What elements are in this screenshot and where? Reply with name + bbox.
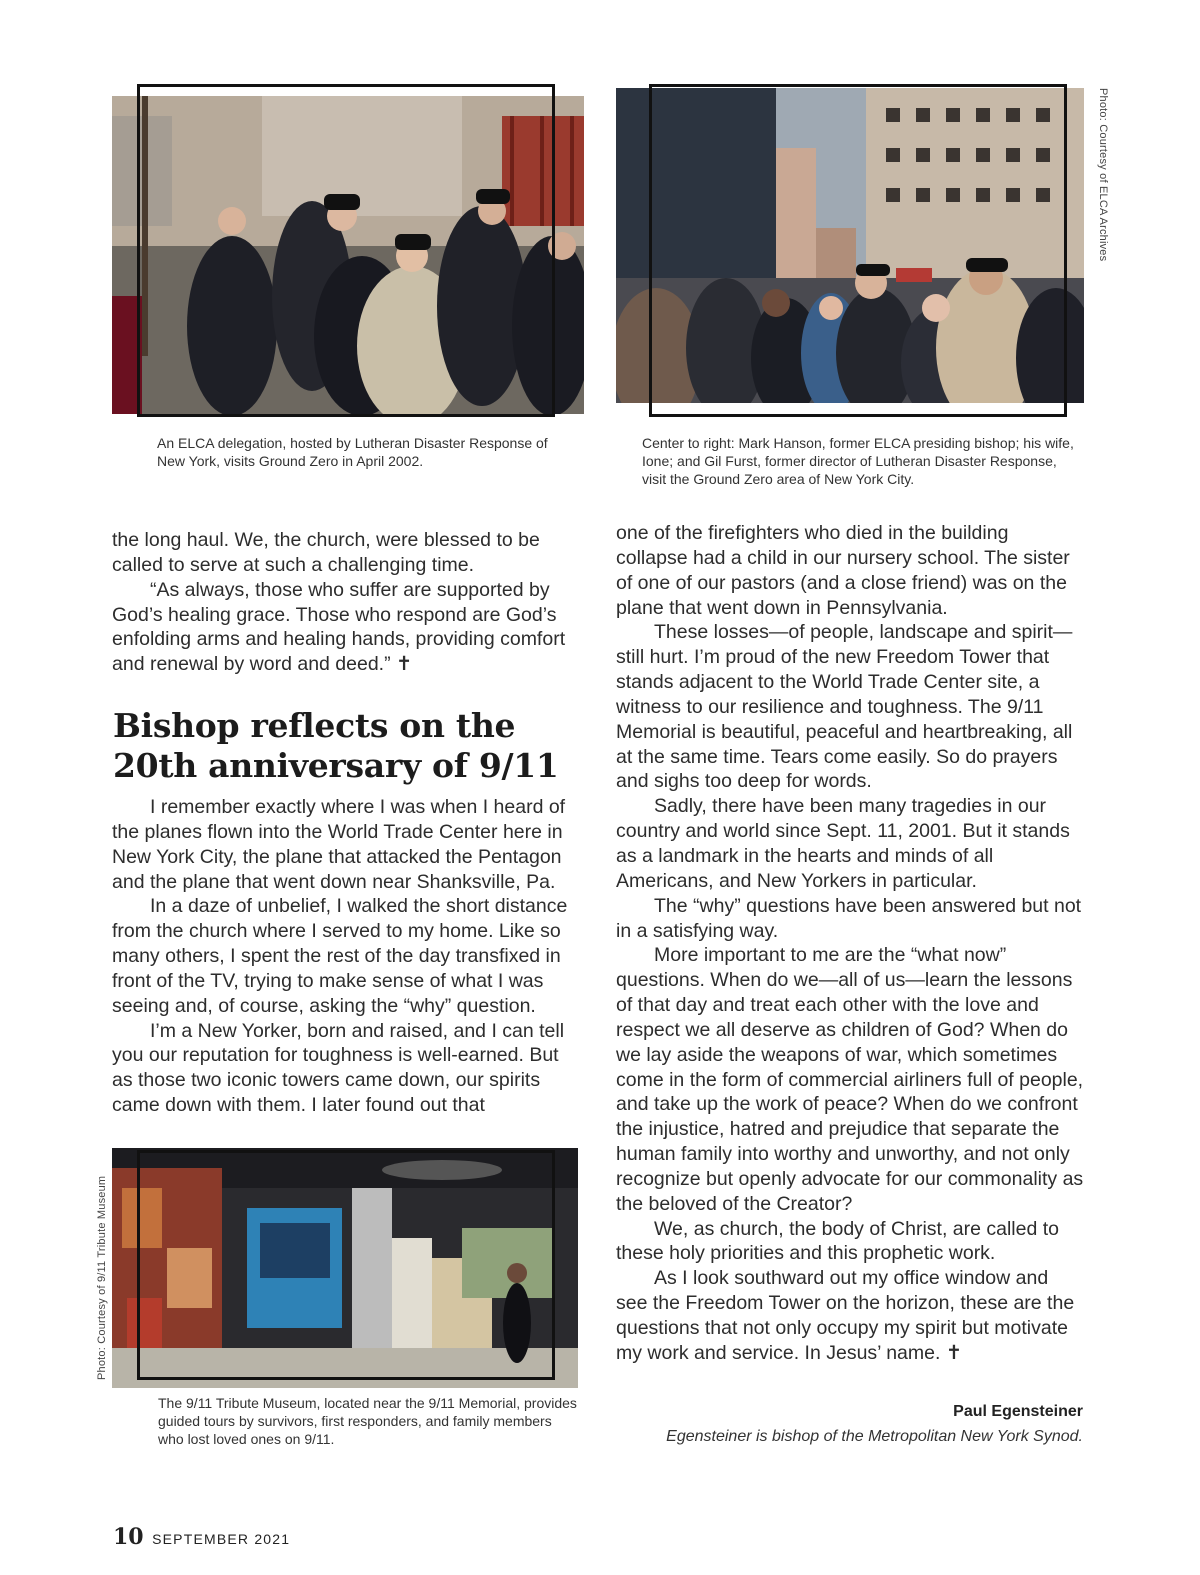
- author-bio: Egensteiner is bishop of the Metropolitan New York Synod.: [666, 1428, 1083, 1445]
- paragraph: The “why” questions have been answered but not in a satisfying way.: [616, 894, 1082, 942]
- caption-top-right: Center to right: Mark Hanson, former ELCA presiding bishop; his wife, Ione; and Gil Furst, former director of Lutheran Disaster Response, visit the Ground Zero area of New York City.: [642, 435, 1074, 487]
- left-column-body: [112, 795, 582, 1118]
- photo-frame-top-left: [137, 84, 555, 417]
- caption-bottom-left: The 9/11 Tribute Museum, located near the 9/11 Memorial, provides guided tours by survivors, first responders, and family members who lost loved ones on 9/11.: [158, 1395, 577, 1447]
- paragraph: These losses—of people, landscape and spirit—still hurt. I’m proud of the new Freedom Tower that stands adjacent to the World Trade Center site, a witness to our resilience and toughness. The 9/11 Memorial is beautiful, peaceful and heartbreaking, all at the same time. Tears come easily. So do prayers and sighs too deep for words.: [616, 621, 1073, 793]
- photo-frame-top-right: [649, 84, 1067, 417]
- paragraph: I’m a New Yorker, born and raised, and I can tell you our reputation for toughness is well-earned. But as those two iconic towers came down, our spirits came down with them. I later found out that: [112, 1019, 565, 1117]
- photo-credit-elca: Photo: Courtesy of ELCA Archives: [1097, 88, 1109, 262]
- photo-frame-bottom-left: [137, 1150, 555, 1380]
- paragraph: “As always, those who suffer are supported by God’s healing grace. Those who respond are God’s enfolding arms and healing hands, providing comfort and renewal by word and deed.” ✝: [112, 578, 566, 676]
- photo-credit-museum: Photo: Courtesy of 9/11 Tribute Museum: [96, 1175, 108, 1380]
- author-name: Paul Egensteiner: [953, 1403, 1083, 1420]
- left-column-top: [112, 528, 582, 677]
- paragraph: We, as church, the body of Christ, are called to these holy priorities and this prophetic work.: [616, 1217, 1060, 1265]
- right-column-body: [616, 521, 1084, 1366]
- caption-top-left: An ELCA delegation, hosted by Lutheran Disaster Response of New York, visits Ground Zero in April 2002.: [157, 435, 548, 469]
- paragraph: As I look southward out my office window and see the Freedom Tower on the horizon, these are the questions that not only occupy my spirit but motivate my work and service. In Jesus’ name. ✝: [616, 1267, 1075, 1364]
- paragraph: More important to me are the “what now” questions. When do we—all of us—learn the lessons of that day and treat each other with the love and respect we all deserve as children of God? When do we lay aside the weapons of war, which sometimes come in the form of commercial airliners full of people, and take up the work of peace? When do we confront the injustice, hatred and prejudice that separate the human family into worthy and unworthy, and not only recognize but openly advocate for our commonality as the beloved of the Creator?: [616, 944, 1084, 1215]
- paragraph: Sadly, there have been many tragedies in our country and world since Sept. 11, 2001. But it stands as a landmark in the hearts and minds of all Americans, and New Yorkers in particular.: [616, 795, 1070, 892]
- page-number: 10: [113, 1524, 144, 1550]
- paragraph: In a daze of unbelief, I walked the short distance from the church where I served to my home. Like so many others, I spent the rest of the day transfixed in front of the TV, trying to make sense of what I was seeing and, of course, asking the “why” question.: [112, 895, 568, 1017]
- issue-date: SEPTEMBER 2021: [152, 1531, 291, 1547]
- page-footer: [113, 1524, 290, 1550]
- paragraph: the long haul. We, the church, were blessed to be called to serve at such a challenging time.: [112, 529, 540, 576]
- paragraph: I remember exactly where I was when I heard of the planes flown into the World Trade Center here in New York City, the plane that attacked the Pentagon and the plane that went down near Shanksville, Pa.: [112, 796, 566, 893]
- article-headline: Bishop reflects on the 20th anniversary of 9/11: [113, 706, 559, 785]
- paragraph: one of the firefighters who died in the building collapse had a child in our nursery school. The sister of one of our pastors (and a close friend) was on the plane that went down in Pennsylvania.: [616, 522, 1070, 619]
